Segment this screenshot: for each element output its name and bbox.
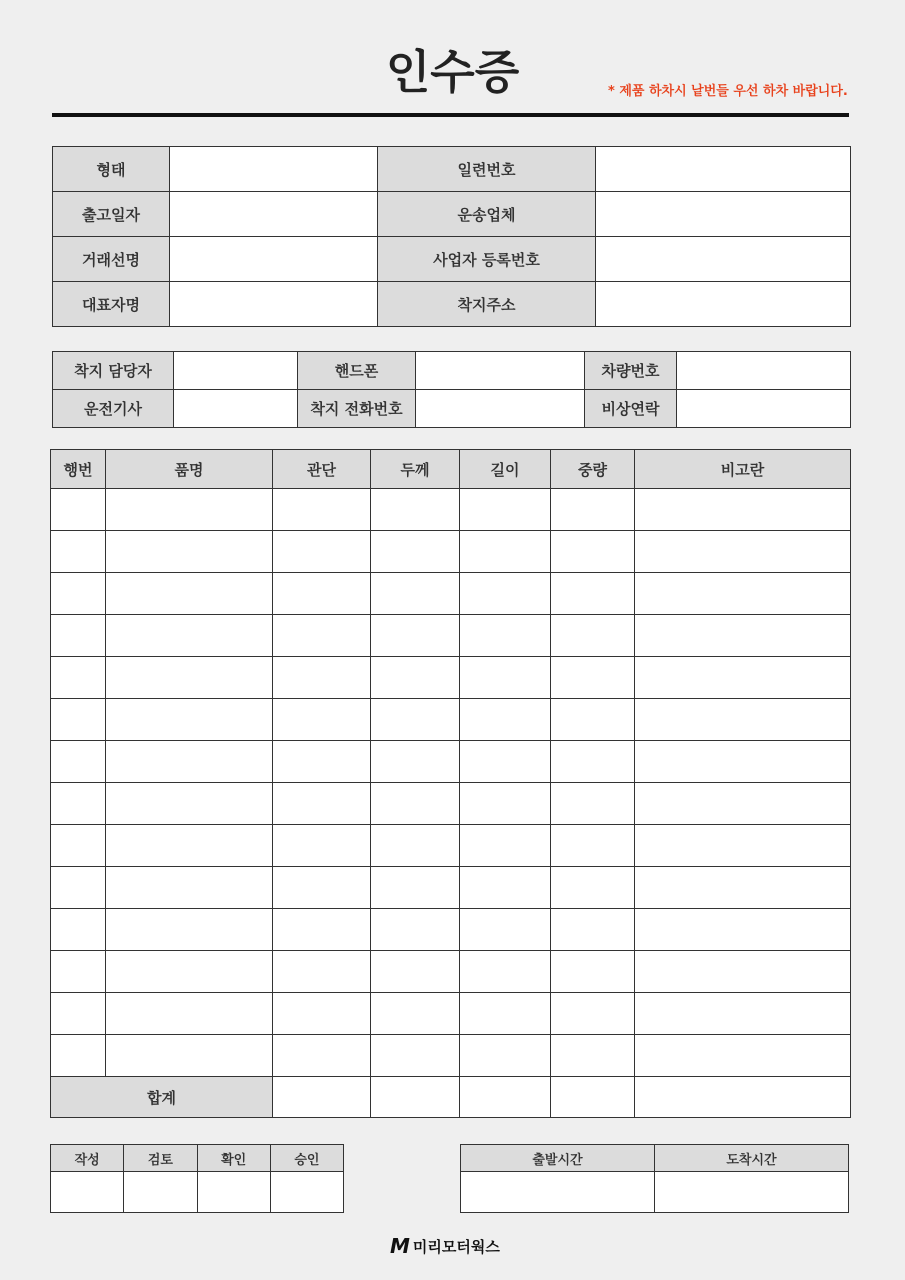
approval-label: 승인 [270, 1145, 343, 1172]
time-table [460, 1144, 849, 1213]
table-cell[interactable] [460, 951, 551, 993]
table-cell[interactable] [635, 657, 851, 699]
info-label: 대표자명 [53, 282, 170, 327]
contact-row [53, 352, 851, 390]
info-label: 형태 [53, 147, 170, 192]
table-cell[interactable] [273, 699, 371, 741]
contact-input[interactable] [416, 352, 585, 390]
total-row [51, 1077, 851, 1118]
contact-row [53, 390, 851, 428]
info-input[interactable] [596, 147, 851, 192]
approval-table [50, 1144, 344, 1213]
total-cell[interactable] [273, 1077, 371, 1118]
table-cell[interactable] [371, 1035, 460, 1077]
table-row [51, 783, 851, 825]
table-cell[interactable] [371, 573, 460, 615]
table-cell[interactable] [51, 867, 106, 909]
table-cell[interactable] [273, 909, 371, 951]
table-cell[interactable] [273, 951, 371, 993]
table-cell[interactable] [106, 657, 273, 699]
table-cell[interactable] [460, 993, 551, 1035]
info-row [53, 147, 851, 192]
table-cell[interactable] [635, 867, 851, 909]
table-header-row [51, 450, 851, 489]
table-row [51, 825, 851, 867]
table-cell[interactable] [51, 783, 106, 825]
info-input[interactable] [170, 237, 378, 282]
info-row [53, 192, 851, 237]
info-input[interactable] [596, 282, 851, 327]
table-row [51, 489, 851, 531]
info-row [53, 237, 851, 282]
info-input[interactable] [596, 237, 851, 282]
table-cell[interactable] [551, 573, 635, 615]
table-cell[interactable] [371, 489, 460, 531]
total-cell[interactable] [460, 1077, 551, 1118]
table-cell[interactable] [551, 699, 635, 741]
table-cell[interactable] [273, 993, 371, 1035]
table-row [51, 741, 851, 783]
info-label: 사업자 등록번호 [378, 237, 596, 282]
table-cell[interactable] [273, 531, 371, 573]
approval-label: 작성 [51, 1145, 124, 1172]
table-cell[interactable] [273, 825, 371, 867]
table-cell[interactable] [371, 531, 460, 573]
info-input[interactable] [596, 192, 851, 237]
table-cell[interactable] [371, 699, 460, 741]
table-cell[interactable] [371, 867, 460, 909]
table-cell[interactable] [273, 615, 371, 657]
contact-input[interactable] [677, 352, 851, 390]
table-cell[interactable] [273, 489, 371, 531]
table-cell[interactable] [273, 867, 371, 909]
table-cell[interactable] [371, 909, 460, 951]
table-cell[interactable] [460, 531, 551, 573]
table-cell[interactable] [51, 615, 106, 657]
table-cell[interactable] [371, 993, 460, 1035]
table-cell[interactable] [460, 741, 551, 783]
table-cell[interactable] [51, 657, 106, 699]
approval-sign-row [51, 1172, 344, 1213]
table-cell[interactable] [106, 573, 273, 615]
table-cell[interactable] [51, 951, 106, 993]
approval-header [51, 1145, 344, 1172]
table-cell[interactable] [551, 489, 635, 531]
table-cell[interactable] [51, 993, 106, 1035]
table-cell[interactable] [635, 825, 851, 867]
table-cell[interactable] [51, 909, 106, 951]
contact-label: 비상연락 [585, 390, 677, 428]
table-cell[interactable] [273, 573, 371, 615]
info-label: 출고일자 [53, 192, 170, 237]
table-cell[interactable] [106, 909, 273, 951]
contact-table [52, 351, 851, 428]
table-row [51, 993, 851, 1035]
table-cell[interactable] [635, 993, 851, 1035]
table-cell[interactable] [51, 489, 106, 531]
column-header: 관단 [273, 450, 371, 489]
info-input[interactable] [170, 147, 378, 192]
info-input[interactable] [170, 282, 378, 327]
total-cell[interactable] [551, 1077, 635, 1118]
table-cell[interactable] [273, 783, 371, 825]
signature-cell[interactable] [197, 1172, 270, 1213]
approval-label: 확인 [197, 1145, 270, 1172]
table-cell[interactable] [635, 699, 851, 741]
total-label: 합계 [51, 1077, 273, 1118]
contact-input[interactable] [174, 390, 298, 428]
table-cell[interactable] [273, 741, 371, 783]
column-header: 비고란 [635, 450, 851, 489]
table-row [51, 573, 851, 615]
info-table [52, 146, 851, 327]
approval-label: 검토 [124, 1145, 197, 1172]
total-cell[interactable] [371, 1077, 460, 1118]
table-cell[interactable] [460, 825, 551, 867]
table-row [51, 531, 851, 573]
table-cell[interactable] [106, 783, 273, 825]
time-header [461, 1145, 849, 1172]
table-cell[interactable] [106, 615, 273, 657]
table-cell[interactable] [51, 1035, 106, 1077]
table-cell[interactable] [51, 825, 106, 867]
table-row [51, 615, 851, 657]
column-header: 두께 [371, 450, 460, 489]
table-cell[interactable] [106, 489, 273, 531]
table-cell[interactable] [635, 573, 851, 615]
table-row [51, 657, 851, 699]
contact-input[interactable] [416, 390, 585, 428]
table-cell[interactable] [371, 783, 460, 825]
info-label: 거래선명 [53, 237, 170, 282]
table-cell[interactable] [635, 909, 851, 951]
contact-label: 핸드폰 [298, 352, 416, 390]
table-cell[interactable] [273, 1035, 371, 1077]
table-cell[interactable] [551, 615, 635, 657]
brand-name: 미리모터웍스 [412, 1237, 500, 1256]
table-row [51, 909, 851, 951]
time-input[interactable] [461, 1172, 655, 1213]
table-cell[interactable] [106, 867, 273, 909]
table-cell[interactable] [460, 867, 551, 909]
table-cell[interactable] [106, 825, 273, 867]
signature-cell[interactable] [270, 1172, 343, 1213]
table-cell[interactable] [635, 489, 851, 531]
table-cell[interactable] [635, 741, 851, 783]
column-header: 중량 [551, 450, 635, 489]
contact-label: 착지 담당자 [53, 352, 174, 390]
column-header: 품명 [106, 450, 273, 489]
contact-label: 착지 전화번호 [298, 390, 416, 428]
table-cell[interactable] [460, 573, 551, 615]
table-cell[interactable] [460, 909, 551, 951]
contact-input[interactable] [174, 352, 298, 390]
table-cell[interactable] [635, 951, 851, 993]
column-header: 행번 [51, 450, 106, 489]
table-cell[interactable] [460, 1035, 551, 1077]
table-cell[interactable] [371, 657, 460, 699]
time-input-row [461, 1172, 849, 1213]
column-header: 길이 [460, 450, 551, 489]
table-cell[interactable] [51, 531, 106, 573]
table-cell[interactable] [551, 783, 635, 825]
table-cell[interactable] [551, 531, 635, 573]
table-cell[interactable] [635, 1035, 851, 1077]
table-cell[interactable] [551, 951, 635, 993]
info-label: 운송업체 [378, 192, 596, 237]
table-cell[interactable] [371, 615, 460, 657]
table-cell[interactable] [635, 531, 851, 573]
table-cell[interactable] [371, 825, 460, 867]
table-cell[interactable] [106, 951, 273, 993]
table-cell[interactable] [51, 573, 106, 615]
table-row [51, 699, 851, 741]
table-cell[interactable] [371, 951, 460, 993]
table-row [51, 951, 851, 993]
time-label: 출발시간 [461, 1145, 655, 1172]
table-cell[interactable] [273, 657, 371, 699]
time-label: 도착시간 [655, 1145, 849, 1172]
table-cell[interactable] [106, 741, 273, 783]
signature-cell[interactable] [51, 1172, 124, 1213]
table-cell[interactable] [51, 741, 106, 783]
brand-mark-icon: M [390, 1234, 410, 1258]
table-cell[interactable] [106, 1035, 273, 1077]
table-cell[interactable] [551, 993, 635, 1035]
table-cell[interactable] [551, 741, 635, 783]
table-cell[interactable] [635, 615, 851, 657]
brand-logo [390, 1234, 500, 1258]
table-cell[interactable] [460, 615, 551, 657]
contact-label: 차량번호 [585, 352, 677, 390]
info-label: 일련번호 [378, 147, 596, 192]
table-cell[interactable] [106, 993, 273, 1035]
table-cell[interactable] [551, 1035, 635, 1077]
table-cell[interactable] [460, 489, 551, 531]
signature-cell[interactable] [124, 1172, 197, 1213]
info-label: 착지주소 [378, 282, 596, 327]
table-cell[interactable] [106, 699, 273, 741]
title-divider [52, 113, 849, 117]
notice-text: * 제품 하차시 낱번들 우선 하차 바랍니다. [608, 84, 848, 99]
contact-input[interactable] [677, 390, 851, 428]
table-cell[interactable] [460, 783, 551, 825]
page-title: 인수증 [385, 45, 520, 99]
time-input[interactable] [655, 1172, 849, 1213]
table-cell[interactable] [371, 741, 460, 783]
items-table [50, 449, 851, 1118]
info-input[interactable] [170, 192, 378, 237]
table-cell[interactable] [460, 657, 551, 699]
table-cell[interactable] [635, 783, 851, 825]
table-cell[interactable] [551, 867, 635, 909]
table-row [51, 1035, 851, 1077]
table-row [51, 867, 851, 909]
table-cell[interactable] [51, 699, 106, 741]
total-cell[interactable] [635, 1077, 851, 1118]
contact-label: 운전기사 [53, 390, 174, 428]
table-cell[interactable] [551, 825, 635, 867]
table-cell[interactable] [106, 531, 273, 573]
table-cell[interactable] [551, 657, 635, 699]
table-cell[interactable] [460, 699, 551, 741]
table-cell[interactable] [551, 909, 635, 951]
info-row [53, 282, 851, 327]
